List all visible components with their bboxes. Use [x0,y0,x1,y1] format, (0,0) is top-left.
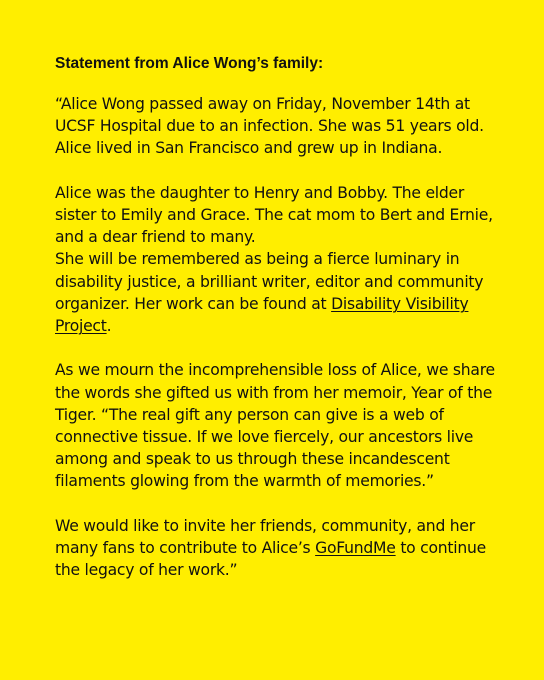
paragraph-spacer [55,337,504,359]
paragraph-invitation [55,515,504,582]
invitation-text: We would like to invite her friends, community, and her many fans to contribute to Alice’s [55,516,475,558]
statement-heading: Statement from Alice Wong’s family: [55,55,324,72]
disability-visibility-project-link[interactable]: Disability Visibility Project [55,294,469,336]
paragraph-passing: “Alice Wong passed away on Friday, November 14th at UCSF Hospital due to an infection. She was 51 years old. Alice lived in San Francisco and grew up in Indiana. [55,95,484,158]
paragraph-spacer [55,493,504,515]
legacy-period: . [106,317,112,336]
paragraph-family: Alice was the daughter to Henry and Bobby. The elder sister to Emily and Grace. The cat mom to Bert and Ernie, and a dear friend to many. [55,183,493,247]
paragraph-memoir-quote: As we mourn the incomprehensible loss of Alice, we share the words she gifted us with from her memoir, Year of the Tiger. “The real gift any person can give is a web of connective tissue. If we love fiercely, our ancestors live among and speak to us through these incandescent filaments glowing from the warmth of memories.” [55,361,495,491]
invitation-ending: to continue the legacy of her work.” [55,539,486,580]
paragraph-spacer [55,160,504,182]
gofundme-link[interactable]: GoFundMe [315,539,396,558]
paragraph-legacy [55,248,504,337]
legacy-text: She will be remembered as being a fierce luminary in disability justice, a brilliant writer, editor and community organizer. Her work can be found at [55,250,484,313]
